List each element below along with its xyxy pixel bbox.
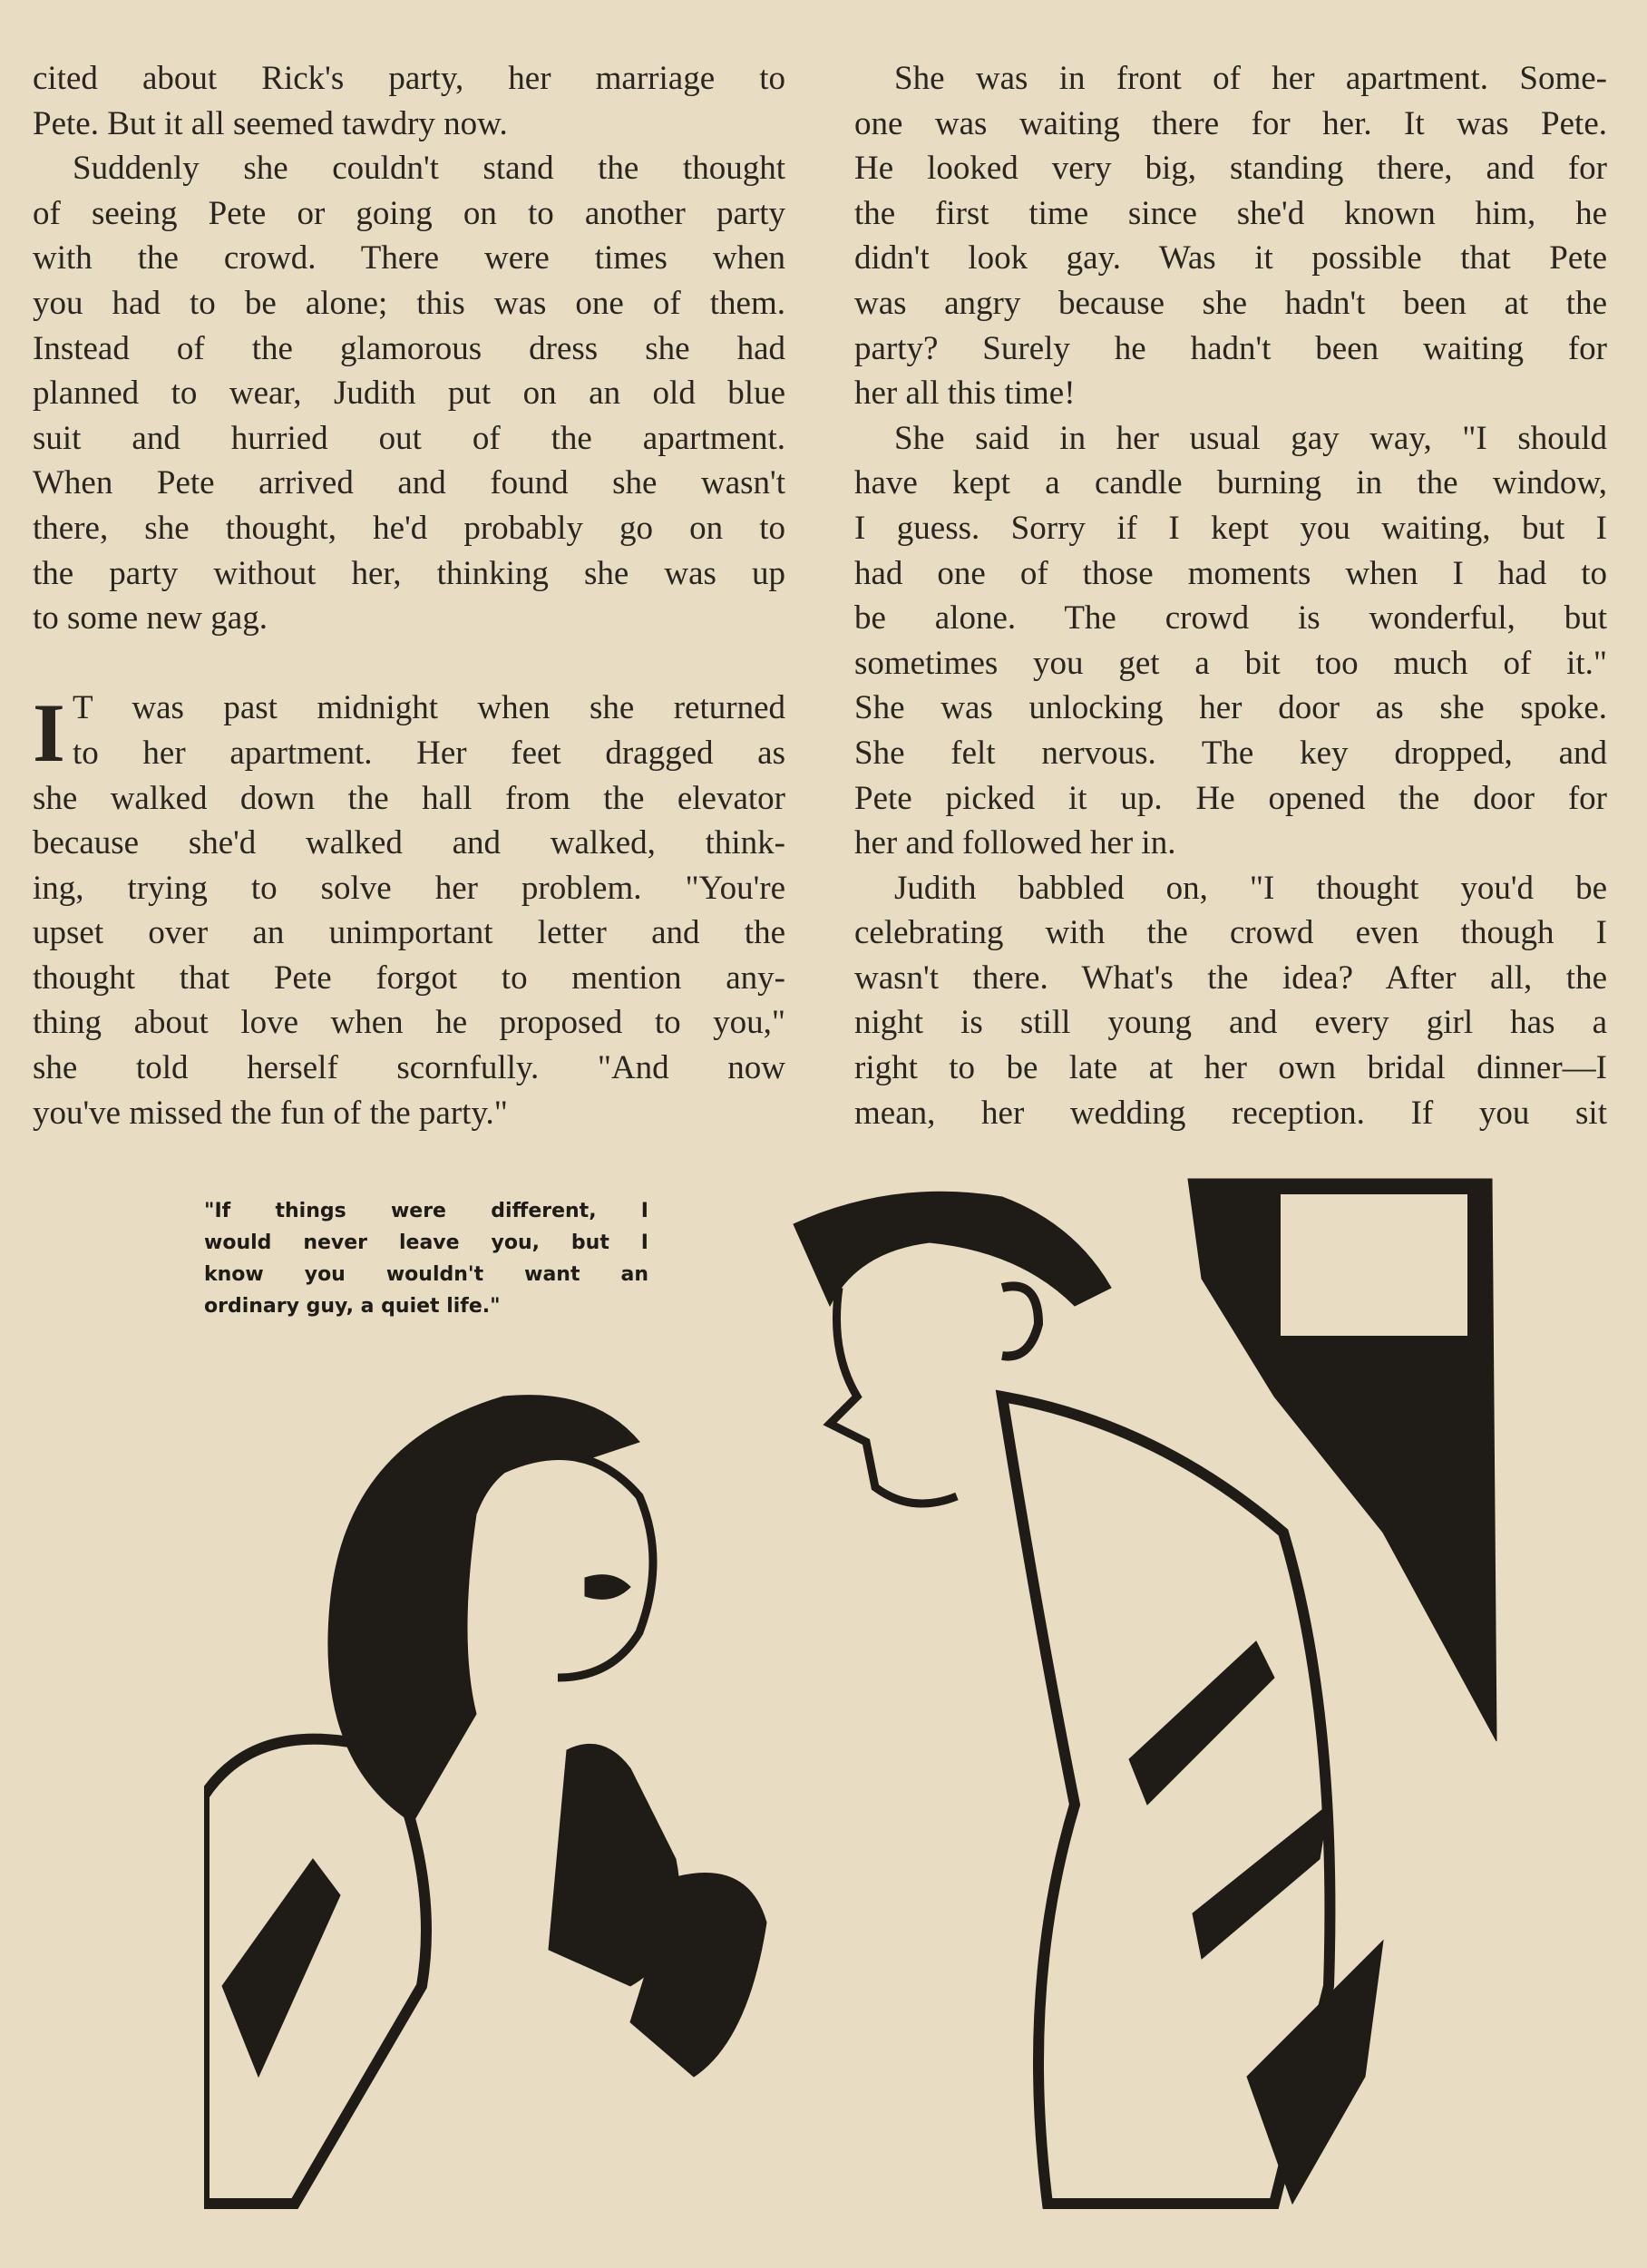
- text-line: She was in front of her apartment. Some-: [894, 60, 1607, 97]
- text-line: be alone. The crowd is wonderful, but: [854, 599, 1607, 638]
- illustration-caption: [204, 1195, 648, 1322]
- section-break: [33, 641, 785, 686]
- text-line: thought that Pete forgot to mention any-: [33, 959, 785, 997]
- window-frame: [1274, 1188, 1474, 1342]
- text-line: there, she thought, he'd probably go on to: [33, 509, 785, 547]
- text-line: wasn't there. What's the idea? After all, the: [854, 959, 1607, 997]
- text-line: was angry because she hadn't been at the: [854, 284, 1607, 322]
- text-line: When Pete arrived and found she wasn't: [33, 464, 785, 502]
- text-line: celebrating with the crowd even though I: [854, 914, 1607, 952]
- left-text-column: [33, 56, 785, 1135]
- text-line: night is still young and every girl has a: [854, 1004, 1607, 1042]
- caption-line: would never leave you, but I: [204, 1231, 648, 1254]
- paragraph: [854, 56, 1607, 416]
- text-line: She said in her usual gay way, "I should: [894, 419, 1607, 457]
- text-line: suit and hurried out of the apartment.: [33, 419, 785, 457]
- paragraph: [854, 416, 1607, 866]
- text-line: to her apartment. Her feet dragged as: [73, 734, 785, 772]
- text-line: had one of those moments when I had to: [854, 554, 1607, 592]
- woman-face: [503, 1455, 653, 1678]
- paragraph: [854, 866, 1607, 1136]
- man-face: [830, 1288, 957, 1504]
- right-text-column: [854, 56, 1607, 1135]
- text-line: right to be late at her own bridal dinner—I: [854, 1049, 1607, 1087]
- text-line: with the crowd. There were times when: [33, 239, 785, 277]
- text-line: party? Surely he hadn't been waiting for: [854, 329, 1607, 367]
- drop-cap: I: [33, 686, 65, 780]
- text-line: mean, her wedding reception. If you sit: [854, 1094, 1607, 1132]
- text-line: Suddenly she couldn't stand the thought: [73, 150, 785, 188]
- paragraph: [33, 686, 785, 1135]
- illustration: [204, 1170, 1501, 2213]
- text-line: one was waiting there for her. It was Pete.: [854, 104, 1607, 142]
- text-line: planned to wear, Judith put on an old blue: [33, 375, 785, 413]
- woman-lips: [585, 1575, 630, 1600]
- text-line: I guess. Sorry if I kept you waiting, but I: [854, 509, 1607, 547]
- text-line: her all this time!: [854, 375, 1076, 413]
- text-line: because she'd walked and walked, think-: [33, 824, 785, 862]
- text-line: to some new gag.: [33, 599, 268, 638]
- text-line: cited about Rick's party, her marriage to: [33, 60, 785, 97]
- text-line: the first time since she'd known him, he: [854, 194, 1607, 232]
- caption-line: "If things were different, I: [204, 1200, 648, 1222]
- text-line: ing, trying to solve her problem. "You're: [33, 869, 785, 907]
- text-line: you've missed the fun of the party.": [33, 1094, 508, 1132]
- text-line: her and followed her in.: [854, 824, 1176, 862]
- text-line: she walked down the hall from the elevator: [33, 779, 785, 817]
- text-line: Pete picked it up. He opened the door for: [854, 779, 1607, 817]
- text-line: didn't look gay. Was it possible that Pete: [854, 239, 1607, 277]
- text-line: upset over an unimportant letter and the: [33, 914, 785, 952]
- text-line: T was past midnight when she returned: [73, 689, 785, 727]
- couple-illustration: [204, 1170, 1501, 2213]
- paragraph: [33, 146, 785, 641]
- text-line: Judith babbled on, "I thought you'd be: [894, 869, 1607, 907]
- text-line: of seeing Pete or going on to another party: [33, 194, 785, 232]
- text-line: you had to be alone; this was one of them.: [33, 284, 785, 322]
- text-line: sometimes you get a bit too much of it.": [854, 644, 1607, 682]
- paragraph: [33, 56, 785, 146]
- caption-line: ordinary guy, a quiet life.": [204, 1295, 501, 1318]
- text-line: She was unlocking her door as she spoke.: [854, 689, 1607, 727]
- text-line: she told herself scornfully. "And now: [33, 1049, 785, 1087]
- man-ear: [1002, 1286, 1038, 1356]
- text-line: Pete. But it all seemed tawdry now.: [33, 104, 508, 142]
- text-line: Instead of the glamorous dress she had: [33, 329, 785, 367]
- caption-line: know you wouldn't want an: [204, 1263, 648, 1286]
- text-line: thing about love when he proposed to you,": [33, 1004, 785, 1042]
- text-line: have kept a candle burning in the window,: [854, 464, 1607, 502]
- text-line: the party without her, thinking she was up: [33, 554, 785, 592]
- text-line: She felt nervous. The key dropped, and: [854, 734, 1607, 772]
- text-line: He looked very big, standing there, and for: [854, 150, 1607, 188]
